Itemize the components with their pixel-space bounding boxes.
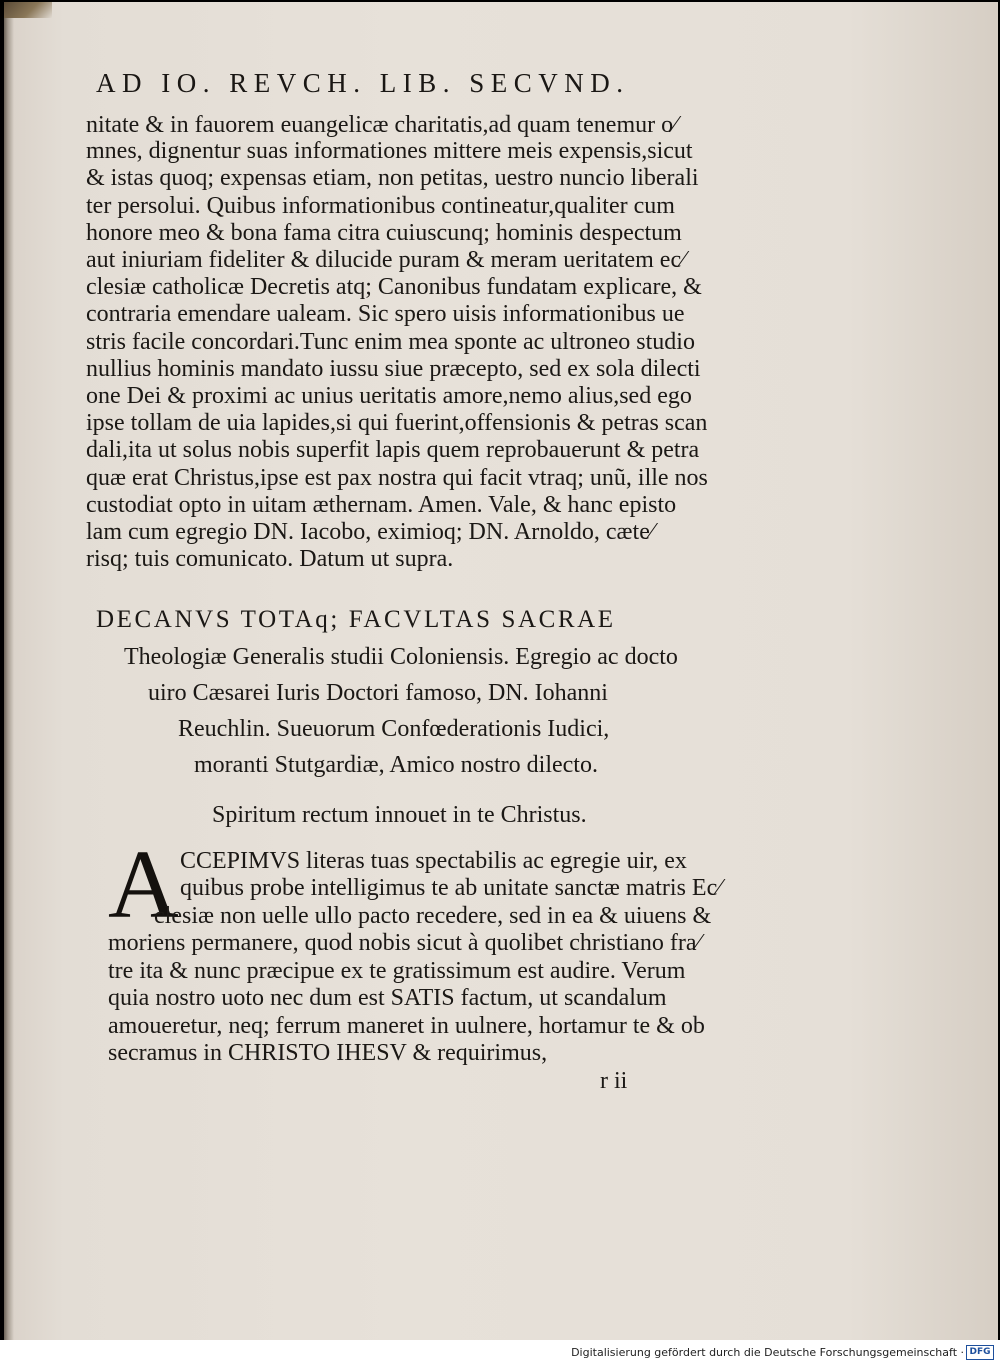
body-line: tre ita & nunc præcipue ex te gratissimum est audire. Verum: [108, 958, 686, 984]
address-line: moranti Stutgardiæ, Amico nostro dilecto.: [194, 752, 598, 778]
body-line: secramus in CHRISTO IHESV & requirimus,: [108, 1040, 548, 1066]
drop-cap: A: [108, 831, 179, 939]
salutation: Spiritum rectum innouet in te Christus.: [212, 802, 587, 828]
body-line: quia nostro uoto nec dum est SATIS factum, ut scandalum: [108, 985, 667, 1011]
text-line: aut iniuriam fideliter & dilucide puram & meram ueritatem ec⁄: [86, 247, 686, 273]
digitization-footer: [0, 1340, 1000, 1365]
text-line: lam cum egregio DN. Iacobo, eximioq; DN. Arnoldo, cæte⁄: [86, 519, 654, 545]
text-line: custodiat opto in uitam æthernam. Amen. Vale, & hanc episto: [86, 492, 677, 518]
address-line: Reuchlin. Sueuorum Confœderationis Iudici,: [178, 716, 610, 742]
body-line: clesiæ non uelle ullo pacto recedere, sed in ea & uiuens &: [154, 903, 712, 929]
address-line: Theologiæ Generalis studii Coloniensis. Egregio ac docto: [124, 644, 678, 670]
text-line: nullius hominis mandato iussu siue præcepto, sed ex sola dilecti: [86, 356, 701, 382]
text-line: stris facile concordari.Tunc enim mea sponte ac ultroneo studio: [86, 329, 695, 355]
text-line: ipse tollam de uia lapides,si qui fuerint,offensionis & petras scan: [86, 410, 708, 436]
text-line: clesiæ catholicæ Decretis atq; Canonibus fundatam explicare, &: [86, 274, 702, 300]
text-line: contraria emendare ualeam. Sic spero uisis informationibus ue: [86, 301, 685, 327]
running-head: AD IO. REVCH. LIB. SECVND.: [96, 68, 630, 98]
dfg-logo: DFG: [966, 1345, 994, 1360]
footer-credit: Digitalisierung gefördert durch die Deutsche Forschungsgemeinschaft ·: [571, 1346, 964, 1359]
body-line: moriens permanere, quod nobis sicut à quolibet christiano fra⁄: [108, 930, 701, 956]
text-line: honore meo & bona fama citra cuiuscunq; hominis despectum: [86, 220, 682, 246]
section-heading: DECANVS TOTAq; FACVLTAS SACRAE: [96, 606, 616, 633]
signature-mark: r ii: [600, 1068, 628, 1094]
address-line: uiro Cæsarei Iuris Doctori famoso, DN. Iohanni: [148, 680, 608, 706]
text-line: dali,ita ut solus nobis superfit lapis quem reprobauerunt & petra: [86, 437, 700, 463]
page-corner-stain: [4, 2, 52, 18]
text-line: one Dei & proximi ac unius ueritatis amore,nemo alius,sed ego: [86, 383, 692, 409]
body-line: CCEPIMVS literas tuas spectabilis ac egregie uir, ex: [180, 848, 687, 874]
body-line: amoueretur, neq; ferrum maneret in uulnere, hortamur te & ob: [108, 1013, 705, 1039]
text-line: nitate & in fauorem euangelicæ charitatis,ad quam tenemur o⁄: [86, 112, 678, 138]
page-gutter-shadow: [4, 2, 14, 1340]
body-line: quibus probe intelligimus te ab unitate sanctæ matris Ec⁄: [180, 875, 722, 901]
text-line: quæ erat Christus,ipse est pax nostra qui facit vtraq; unũ, ille nos: [86, 465, 708, 491]
text-line: & istas quoq; expensas etiam, non petitas, uestro nuncio liberali: [86, 165, 699, 191]
text-line: ter persolui. Quibus informationibus contineatur,qualiter cum: [86, 193, 675, 219]
text-line: mnes, dignentur suas informationes mittere meis expensis,sicut: [86, 138, 693, 164]
book-page: [4, 2, 998, 1340]
text-line: risq; tuis comunicato. Datum ut supra.: [86, 546, 454, 572]
